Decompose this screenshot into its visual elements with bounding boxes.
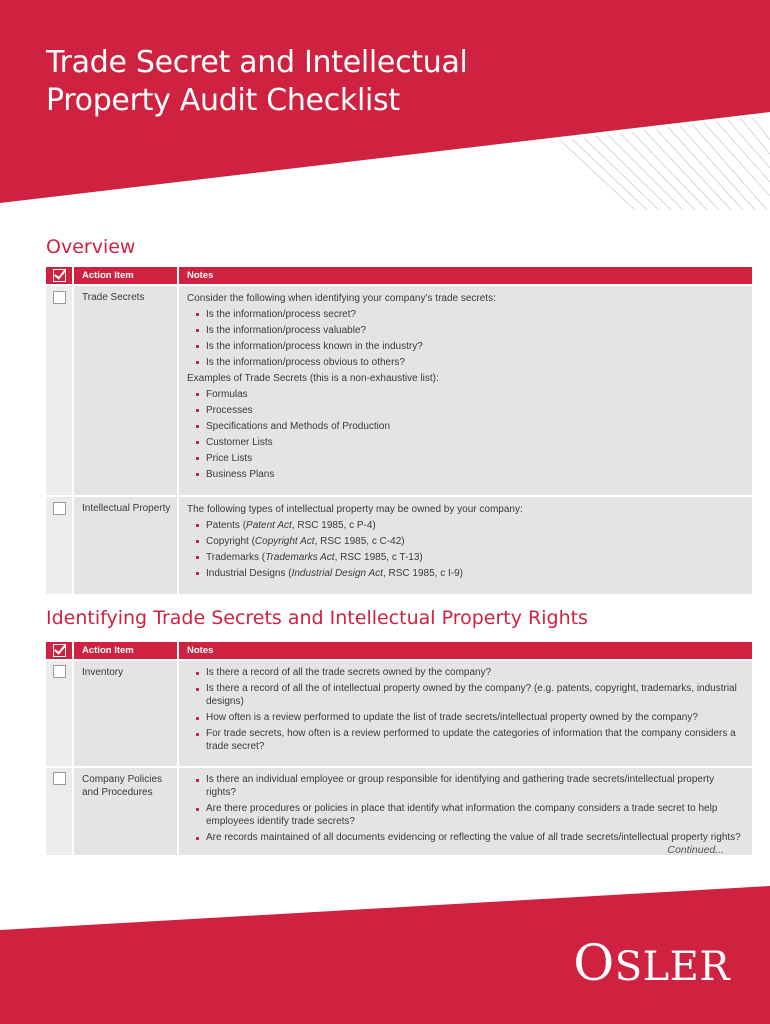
checkbox-company-policies[interactable]	[53, 772, 66, 785]
page-title	[46, 44, 468, 120]
header-action-item: Action Item	[72, 267, 177, 284]
page-title-line-1: Trade Secret and Intellectual	[46, 45, 468, 80]
action-item-trade-secrets: Trade Secrets	[72, 286, 177, 495]
check-cell	[46, 768, 72, 855]
overview-heading: Overview	[46, 236, 136, 258]
bullet-list	[187, 518, 744, 582]
list-item: Copyright (Copyright Act, RSC 1985, c C-42)	[196, 534, 744, 550]
bullet-list	[187, 307, 744, 371]
check-cell	[46, 497, 72, 594]
page-title-line-2: Property Audit Checklist	[46, 83, 400, 118]
list-item: Specifications and Methods of Production	[196, 419, 744, 435]
checkbox-intellectual-property[interactable]	[53, 502, 66, 515]
checkmark-icon	[53, 269, 66, 282]
checkbox-inventory[interactable]	[53, 665, 66, 678]
table-row	[46, 766, 752, 855]
list-item: Patents (Patent Act, RSC 1985, c P-4)	[196, 518, 744, 534]
list-item: Industrial Designs (Industrial Design Act, RSC 1985, c I-9)	[196, 566, 744, 582]
header-notes: Notes	[177, 267, 752, 284]
header-notes: Notes	[177, 642, 752, 659]
bullet-list	[187, 773, 744, 844]
table-row	[46, 284, 752, 495]
list-item: Price Lists	[196, 451, 744, 467]
notes-intro: Examples of Trade Secrets (this is a non-exhaustive list):	[187, 373, 439, 384]
list-item: Is there a record of all the of intellectual property owned by the company? (e.g. patents, copyright, trademarks, industrial designs)	[196, 682, 744, 708]
list-item: Trademarks (Trademarks Act, RSC 1985, c T-13)	[196, 550, 744, 566]
bullet-list	[187, 387, 744, 483]
action-item-intellectual-property: Intellectual Property	[72, 497, 177, 594]
list-item: Formulas	[196, 387, 744, 403]
identifying-heading: Identifying Trade Secrets and Intellectual Property Rights	[46, 607, 588, 629]
list-item: How often is a review performed to update the list of trade secrets/intellectual property owned by the company?	[196, 711, 744, 724]
header-action-item: Action Item	[72, 642, 177, 659]
list-item: Are there procedures or policies in place that identify what information the company considers a trade secret to help employees identify trade secrets?	[196, 802, 744, 828]
checkbox-trade-secrets[interactable]	[53, 291, 66, 304]
overview-table	[46, 267, 752, 594]
notes-intro: Consider the following when identifying your company’s trade secrets:	[187, 293, 496, 304]
list-item: Is there an individual employee or group responsible for identifying and gathering trade secrets/intellectual property rights?	[196, 773, 744, 799]
table-row	[46, 659, 752, 766]
check-cell	[46, 661, 72, 766]
notes-trade-secrets	[177, 286, 752, 495]
overview-table-header	[46, 267, 752, 284]
continued-note: Continued...	[667, 844, 724, 856]
list-item: Are records maintained of all documents evidencing or reflecting the value of all trade secrets/intellectual property rights?	[196, 831, 744, 844]
identifying-table-header	[46, 642, 752, 659]
notes-intro: The following types of intellectual property may be owned by your company:	[187, 504, 523, 515]
list-item: Is the information/process secret?	[196, 307, 744, 323]
list-item: Is there a record of all the trade secrets owned by the company?	[196, 666, 744, 679]
checkmark-icon	[53, 644, 66, 657]
check-cell	[46, 286, 72, 495]
header-check-cell	[46, 269, 72, 282]
action-item-company-policies: Company Policies and Procedures	[72, 768, 177, 855]
list-item: For trade secrets, how often is a review performed to update the categories of information that the company considers a trade secret?	[196, 727, 744, 753]
notes-inventory	[177, 661, 752, 766]
bullet-list	[187, 666, 744, 753]
list-item: Is the information/process obvious to others?	[196, 355, 744, 371]
header-check-cell	[46, 644, 72, 657]
list-item: Is the information/process valuable?	[196, 323, 744, 339]
table-row	[46, 495, 752, 594]
list-item: Processes	[196, 403, 744, 419]
identifying-table	[46, 642, 752, 855]
notes-intellectual-property	[177, 497, 752, 594]
action-item-inventory: Inventory	[72, 661, 177, 766]
osler-logo: OSLER	[573, 934, 730, 992]
list-item: Is the information/process known in the industry?	[196, 339, 744, 355]
list-item: Business Plans	[196, 467, 744, 483]
notes-company-policies	[177, 768, 752, 855]
list-item: Customer Lists	[196, 435, 744, 451]
